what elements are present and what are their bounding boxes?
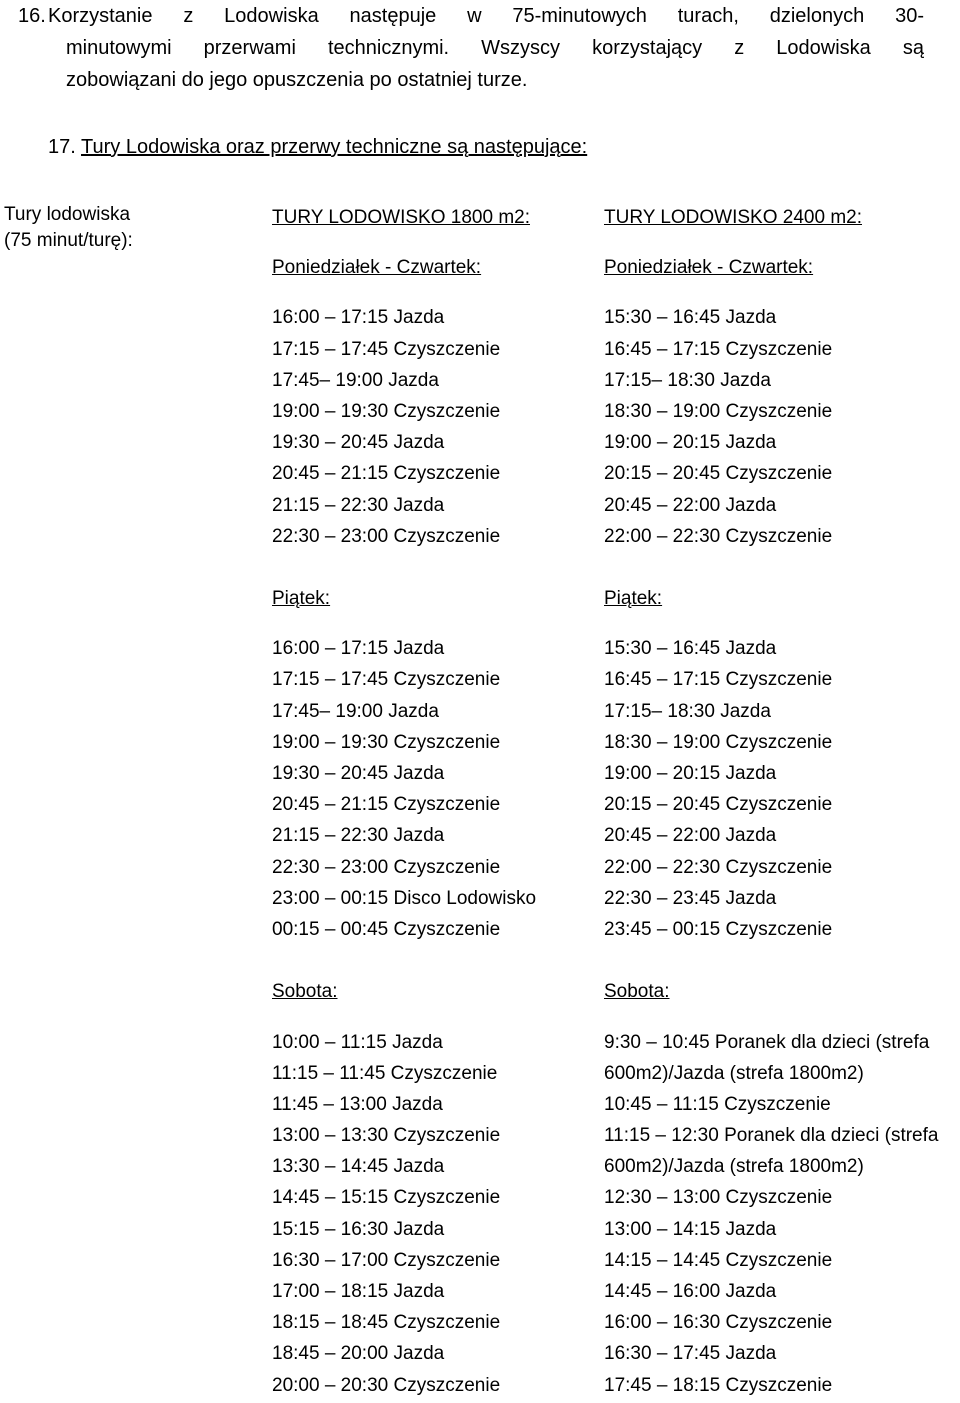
schedule-row: 18:30 – 19:00 Czyszczenie xyxy=(604,400,833,422)
schedule-row: 15:15 – 16:30 Jazda xyxy=(272,1218,445,1240)
schedule-row: 12:30 – 13:00 Czyszczenie xyxy=(604,1187,833,1209)
schedule-row: 20:15 – 20:45 Czyszczenie xyxy=(604,463,833,485)
schedule-row: 23:45 – 00:15 Czyszczenie xyxy=(604,918,833,940)
schedule-row: 16:00 – 16:30 Czyszczenie xyxy=(604,1312,833,1334)
schedule-row: 600m2)/Jazda (strefa 1800m2) xyxy=(604,1062,864,1084)
schedule-row: 11:15 – 12:30 Poranek dla dzieci (strefa xyxy=(604,1125,939,1147)
schedule-row: 20:45 – 21:15 Czyszczenie xyxy=(272,463,501,485)
schedule-row: 00:15 – 00:45 Czyszczenie xyxy=(272,918,501,940)
schedule-row: 16:45 – 17:15 Czyszczenie xyxy=(604,338,833,360)
tury-label-line-1: Tury lodowiska xyxy=(4,204,131,225)
day-label-friday: Piątek: xyxy=(604,588,663,610)
schedule-row: 17:45– 19:00 Jazda xyxy=(272,369,439,391)
tury-label-line-2: (75 minut/turę): xyxy=(4,230,133,251)
spacer xyxy=(604,945,960,976)
schedule-row: 19:00 – 20:15 Jazda xyxy=(604,432,777,454)
paragraph-16-line-1 xyxy=(18,0,924,32)
schedule-row: 600m2)/Jazda (strefa 1800m2) xyxy=(604,1156,864,1178)
schedule-row: 17:45 – 18:15 Czyszczenie xyxy=(604,1374,833,1396)
schedule-row: 20:00 – 20:30 Czyszczenie xyxy=(272,1374,501,1396)
spacer xyxy=(604,552,960,583)
schedule-row: 13:30 – 14:45 Jazda xyxy=(272,1156,445,1178)
schedule-row: 20:45 – 21:15 Czyszczenie xyxy=(272,794,501,816)
schedule-row: 11:15 – 11:45 Czyszczenie xyxy=(272,1062,498,1084)
paragraph-16-number: 16. xyxy=(18,5,46,27)
paragraph-17-heading xyxy=(48,131,587,163)
schedule-row: 16:00 – 17:15 Jazda xyxy=(272,638,445,660)
paragraph-16-line-3: zobowiązani do jego opuszczenia po ostatniej turze. xyxy=(66,69,528,91)
schedule-row: 20:45 – 22:00 Jazda xyxy=(604,825,777,847)
spacer xyxy=(604,233,960,252)
schedule-row: 13:00 – 13:30 Czyszczenie xyxy=(272,1125,501,1147)
schedule-row: 9:30 – 10:45 Poranek dla dzieci (strefa xyxy=(604,1031,930,1053)
schedule-row: 20:15 – 20:45 Czyszczenie xyxy=(604,794,833,816)
schedule-row: 17:00 – 18:15 Jazda xyxy=(272,1281,445,1302)
schedule-row: 18:45 – 20:00 Jazda xyxy=(272,1343,445,1365)
day-label-mon-thu: Poniedziałek - Czwartek: xyxy=(272,257,482,279)
schedule-row: 14:45 – 15:15 Czyszczenie xyxy=(272,1187,501,1209)
spacer xyxy=(272,1008,592,1027)
spacer xyxy=(604,283,960,302)
paragraph-16 xyxy=(18,0,924,96)
schedule-row: 13:00 – 14:15 Jazda xyxy=(604,1218,777,1240)
schedule-row: 17:15 – 17:45 Czyszczenie xyxy=(272,338,501,360)
paragraph-17-number: 17. xyxy=(48,136,76,158)
schedule-row: 15:30 – 16:45 Jazda xyxy=(604,307,777,329)
schedule-row: 22:30 – 23:45 Jazda xyxy=(604,887,777,909)
schedule-row: 11:45 – 13:00 Jazda xyxy=(272,1093,443,1115)
schedule-row: 15:30 – 16:45 Jazda xyxy=(604,638,777,660)
schedule-row: 20:45 – 22:00 Jazda xyxy=(604,494,777,516)
schedule-row: 19:00 – 20:15 Jazda xyxy=(604,763,777,784)
schedule-row: 22:30 – 23:00 Czyszczenie xyxy=(272,856,501,878)
schedule-row: 19:30 – 20:45 Jazda xyxy=(272,763,445,784)
schedule-row: 17:15 – 17:45 Czyszczenie xyxy=(272,669,501,691)
schedule-row: 16:45 – 17:15 Czyszczenie xyxy=(604,669,833,691)
paragraph-16-line-2: minutowymi przerwami technicznymi. Wszyscy korzystający z Lodowiska są xyxy=(66,37,924,59)
rink-title: TURY LODOWISKO 2400 m2: xyxy=(604,207,862,228)
schedule-row: 18:15 – 18:45 Czyszczenie xyxy=(272,1312,501,1334)
day-label-friday: Piątek: xyxy=(272,588,331,610)
schedule-row: 23:00 – 00:15 Disco Lodowisko xyxy=(272,887,537,909)
spacer xyxy=(272,233,592,252)
paragraph-17-text: Tury Lodowiska oraz przerwy techniczne są następujące: xyxy=(81,136,588,158)
schedule-row: 22:00 – 22:30 Czyszczenie xyxy=(604,525,833,547)
schedule-row: 19:00 – 19:30 Czyszczenie xyxy=(272,731,501,753)
schedule-row: 19:30 – 20:45 Jazda xyxy=(272,432,445,454)
schedule-row: 10:00 – 11:15 Jazda xyxy=(272,1031,443,1053)
schedule-column-1800 xyxy=(272,202,592,1401)
paragraph-16-text-1: Korzystanie z Lodowiska następuje w 75-minutowych turach, dzielonych 30- xyxy=(48,5,924,27)
spacer xyxy=(604,1008,960,1027)
day-label-saturday: Sobota: xyxy=(272,981,338,1003)
spacer xyxy=(272,945,592,976)
spacer xyxy=(272,283,592,302)
schedule-column-2400 xyxy=(604,202,960,1401)
schedule-row: 22:00 – 22:30 Czyszczenie xyxy=(604,856,833,878)
schedule-row: 21:15 – 22:30 Jazda xyxy=(272,494,445,516)
rink-title: TURY LODOWISKO 1800 m2: xyxy=(272,207,530,228)
schedule-row: 16:00 – 17:15 Jazda xyxy=(272,307,445,329)
schedule-row: 17:15– 18:30 Jazda xyxy=(604,369,771,391)
schedule-row: 18:30 – 19:00 Czyszczenie xyxy=(604,731,833,753)
spacer xyxy=(604,614,960,633)
day-label-mon-thu: Poniedziałek - Czwartek: xyxy=(604,257,814,279)
schedule-row: 16:30 – 17:00 Czyszczenie xyxy=(272,1249,501,1271)
schedule-row: 22:30 – 23:00 Czyszczenie xyxy=(272,525,501,547)
spacer xyxy=(272,552,592,583)
schedule-row: 21:15 – 22:30 Jazda xyxy=(272,825,445,847)
schedule-row: 17:45– 19:00 Jazda xyxy=(272,700,439,722)
schedule-row: 10:45 – 11:15 Czyszczenie xyxy=(604,1093,831,1115)
schedule-row: 14:45 – 16:00 Jazda xyxy=(604,1281,777,1302)
schedule-row: 14:15 – 14:45 Czyszczenie xyxy=(604,1249,833,1271)
schedule-row: 19:00 – 19:30 Czyszczenie xyxy=(272,400,501,422)
schedule-row: 17:15– 18:30 Jazda xyxy=(604,700,771,722)
schedule-row: 16:30 – 17:45 Jazda xyxy=(604,1343,777,1365)
day-label-saturday: Sobota: xyxy=(604,981,670,1003)
spacer xyxy=(272,614,592,633)
tury-label xyxy=(4,202,133,254)
